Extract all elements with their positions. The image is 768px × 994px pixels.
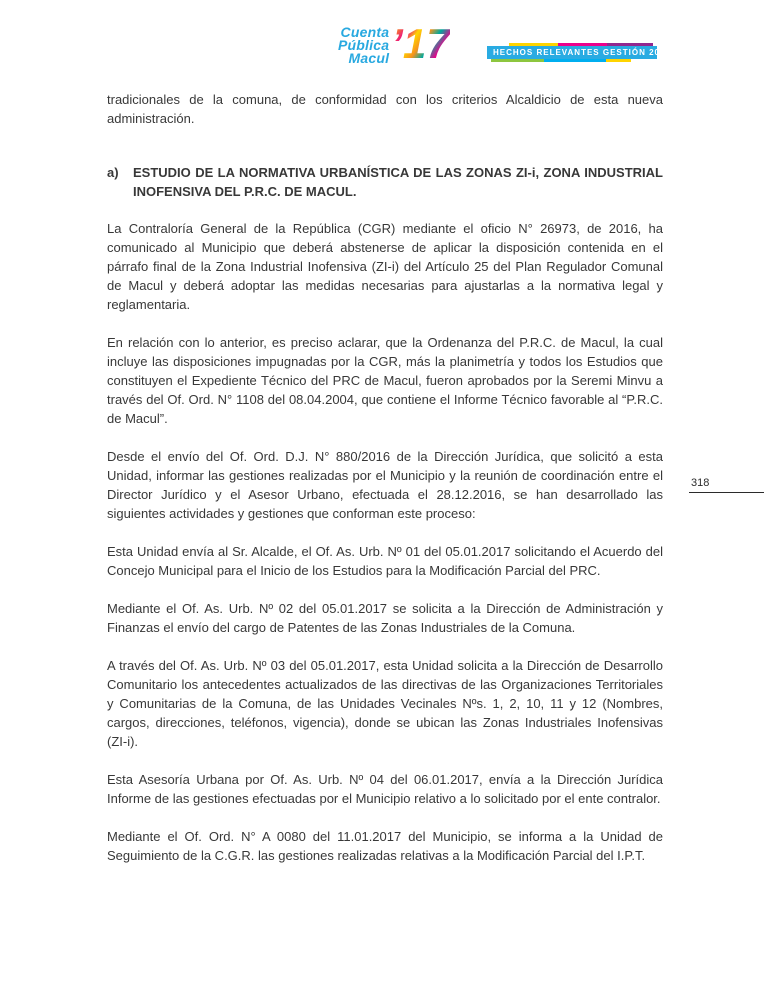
banner-bottom-stripe [491,59,631,62]
paragraph: Esta Asesoría Urbana por Of. As. Urb. Nº 04 del 06.01.2017, envía a la Dirección Jurídica Informe de las gestiones efectuadas por el Municipio relativo a lo solicitado por el ente contralor. [107,772,663,806]
intro-paragraph: tradicionales de la comuna, de conformidad con los criterios Alcaldicio de esta nueva administración. [107,92,663,126]
paragraph: La Contraloría General de la República (CGR) mediante el oficio N° 26973, de 2016, ha comunicado al Municipio que deberá abstenerse de aplicar la disposición contenida en el párrafo final de la Zona Industrial Inofensiva (ZI-i) del Artículo 25 del Plan Regulador Comunal de Macul y deberá adoptar las medidas necesarias para ajustarlas a la normativa legal y reglamentaria. [107,221,663,312]
cuenta-publica-macul-logo [338,20,450,68]
paragraph: Desde el envío del Of. Ord. D.J. N° 880/2016 de la Dirección Jurídica, que solicitó a esta Unidad, informar las gestiones realizadas por el Municipio y la reunión de coordinación entre el Director Jurídico y el Asesor Urbano, efectuada el 28.12.2016, se han desarrollado las siguientes actividades y gestiones que conforman este proceso: [107,449,663,521]
section-heading [107,163,663,201]
paragraph: A través del Of. As. Urb. Nº 03 del 05.01.2017, esta Unidad solicita a la Dirección de Desarrollo Comunitario los antecedentes actualizados de las directivas de las Organizaciones Territoriales y Comunitarias de la Comuna, de las Unidades Vecinales Nºs. 1, 2, 10, 11 y 12 (Nombres, cargos, direcciones, teléfonos, vigencia), donde se ubican las Zonas Industriales Inofensivas (ZI-i). [107,658,663,749]
logo-title-line-2: Pública [338,37,390,53]
page-number: 318 [689,477,764,493]
paragraph: En relación con lo anterior, es preciso aclarar, que la Ordenanza del P.R.C. de Macul, la cual incluye las disposiciones impugnadas por la CGR, más la planimetría y todos los Estudios que constituyen el Expediente Técnico del PRC de Macul, fueron aprobados por la Seremi Minvu a través del Of. Ord. N° 1108 del 08.04.2004, que contiene el Informe Técnico favorable al “P.R.C. de Macul”. [107,335,663,426]
section-marker: a) [107,165,119,180]
logo-year-17: ’17 [391,20,450,67]
logo-title-line-1: Cuenta [340,24,390,40]
section-title: ESTUDIO DE LA NORMATIVA URBANÍSTICA DE LAS ZONAS ZI-i, ZONA INDUSTRIAL INOFENSIVA DEL P.R.C. DE MACUL. [133,165,663,199]
logo-title-line-3: Macul [348,50,390,66]
banner-text: HECHOS RELEVANTES GESTIÓN 2017 [487,46,657,59]
paragraph: Mediante el Of. Ord. N° A 0080 del 11.01.2017 del Municipio, se informa a la Unidad de Seguimiento de la C.G.R. las gestiones realizadas relativas a la Modificación Parcial del I.P.T. [107,829,663,863]
header-banner [487,43,671,62]
paragraph: Esta Unidad envía al Sr. Alcalde, el Of. As. Urb. Nº 01 del 05.01.2017 solicitando el Acuerdo del Concejo Municipal para el Inicio de los Estudios para la Modificación Parcial del PRC. [107,544,663,578]
paragraph: Mediante el Of. As. Urb. Nº 02 del 05.01.2017 se solicita a la Dirección de Administración y Finanzas el envío del cargo de Patentes de las Zonas Industriales de la Comuna. [107,601,663,635]
document-body [107,90,663,884]
logo-title [338,20,389,65]
